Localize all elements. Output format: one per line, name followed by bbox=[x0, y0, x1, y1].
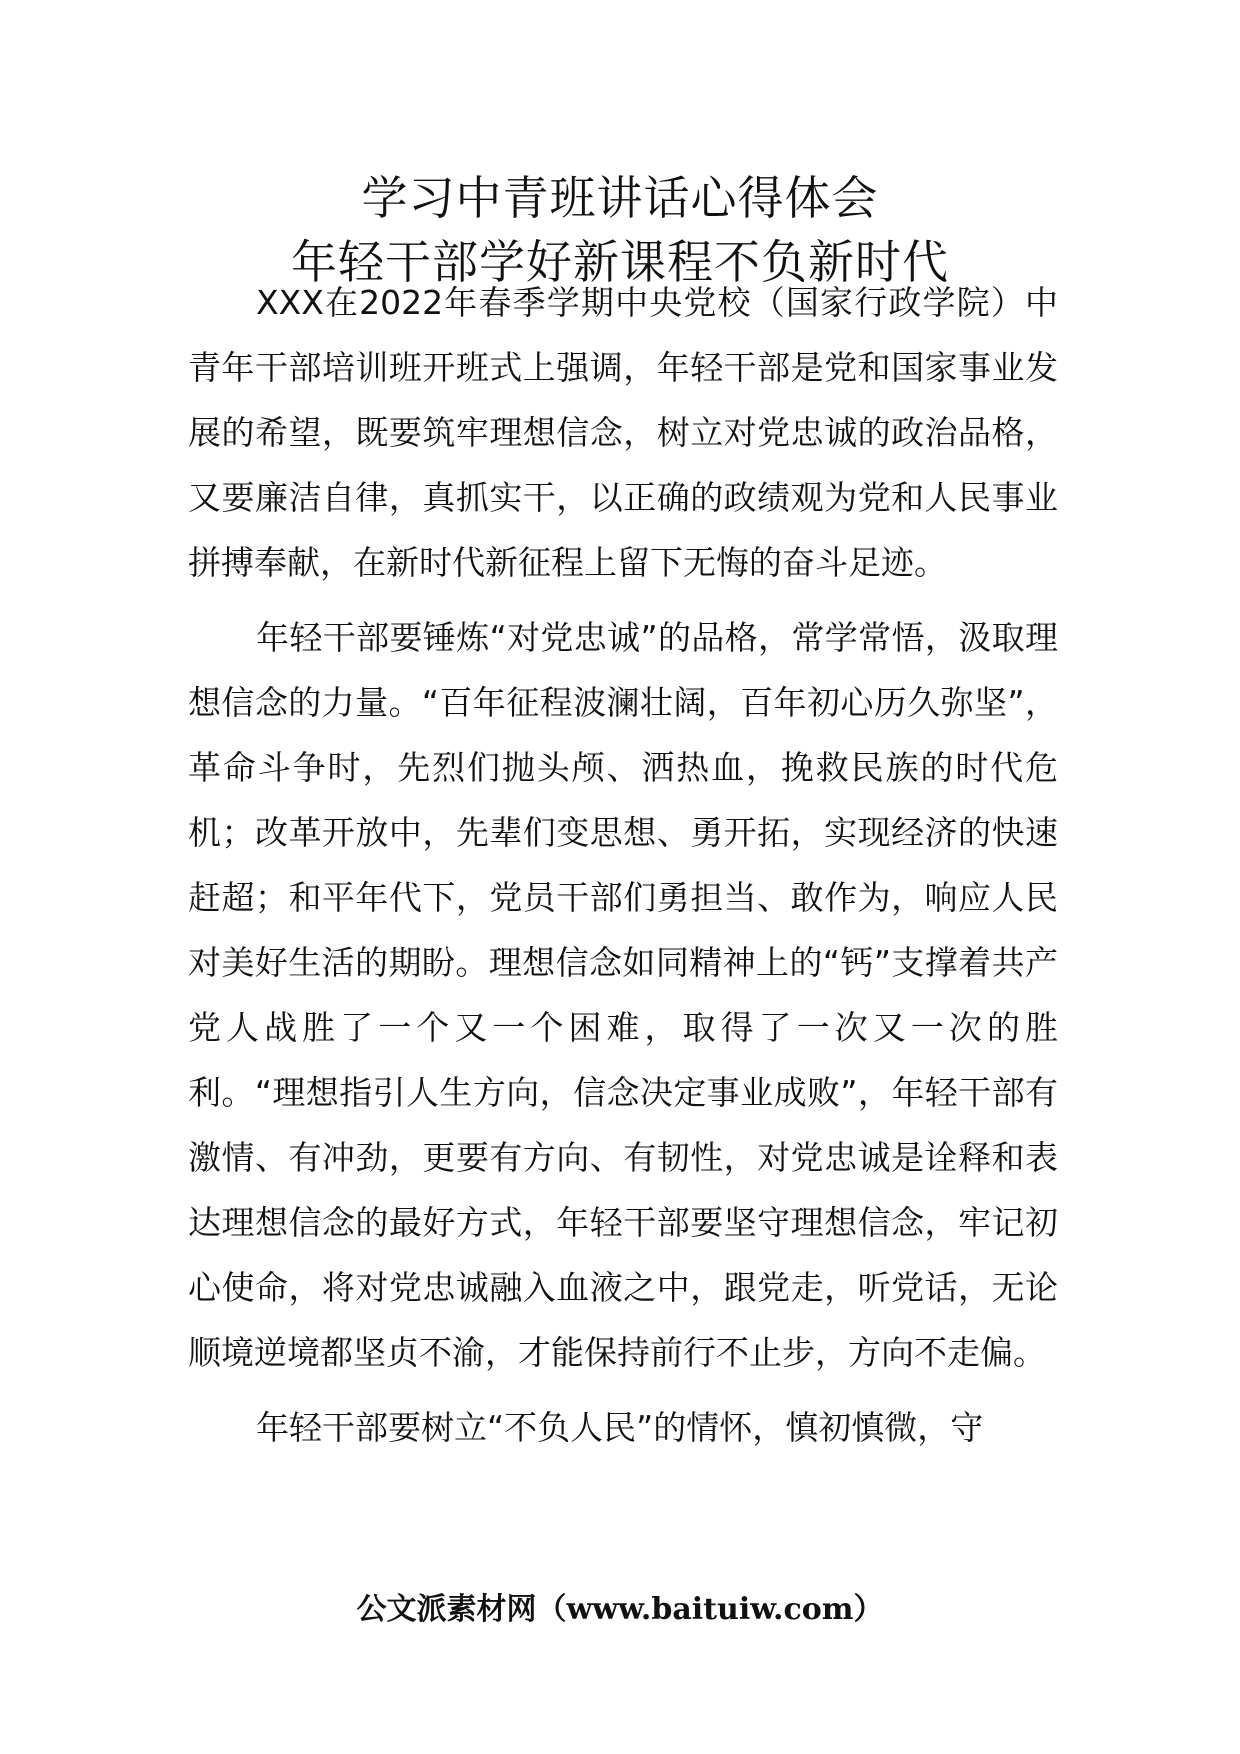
document-subtitle: 年轻干部学好新课程不负新时代 bbox=[291, 235, 949, 289]
document-title: 学习中青班讲话心得体会 bbox=[361, 171, 879, 225]
document-body bbox=[188, 238, 1058, 1460]
body-paragraph: 年轻干部要锤炼“对党忠诚”的品格，常学常悟，汲取理想信念的力量。“百年征程波澜壮阔，百年初心历久弥坚”，革命斗争时，先烈们抛头颅、洒热血，挽救民族的时代危机；改革开放中，先辈们变思想、勇开拓，实现经济的快速赶超；和平年代下，党员干部们勇担当、敢作为，响应人民对美好生活的期盼。理想信念如同精神上的“钙”支撑着共产党人战胜了一个又一个困难，取得了一次又一次的胜利。“理想指引人生方向，信念决定事业成败”，年轻干部有激情、有冲劲，更要有方向、有韧性，对党忠诚是诠释和表达理想信念的最好方式，年轻干部要坚守理想信念，牢记初心使命，将对党忠诚融入血液之中，跟党走，听党话，无论顺境逆境都坚贞不渝，才能保持前行不止步，方向不走偏。 bbox=[188, 618, 1058, 1372]
body-paragraph: 年轻干部要树立“不负人民”的情怀，慎初慎微，守 bbox=[256, 1408, 984, 1447]
body-paragraph: XXX在2022年春季学期中央党校（国家行政学院）中青年干部培训班开班式上强调，年轻干部是党和国家事业发展的希望，既要筑牢理想信念，树立对党忠诚的政治品格，又要廉洁自律，真抓实干，以正确的政绩观为党和人民事业拼搏奉献，在新时代新征程上留下无悔的奋斗足迹。 bbox=[188, 283, 1058, 582]
footer-watermark: 公文派素材网（www.baituiw.com） bbox=[356, 1592, 884, 1627]
